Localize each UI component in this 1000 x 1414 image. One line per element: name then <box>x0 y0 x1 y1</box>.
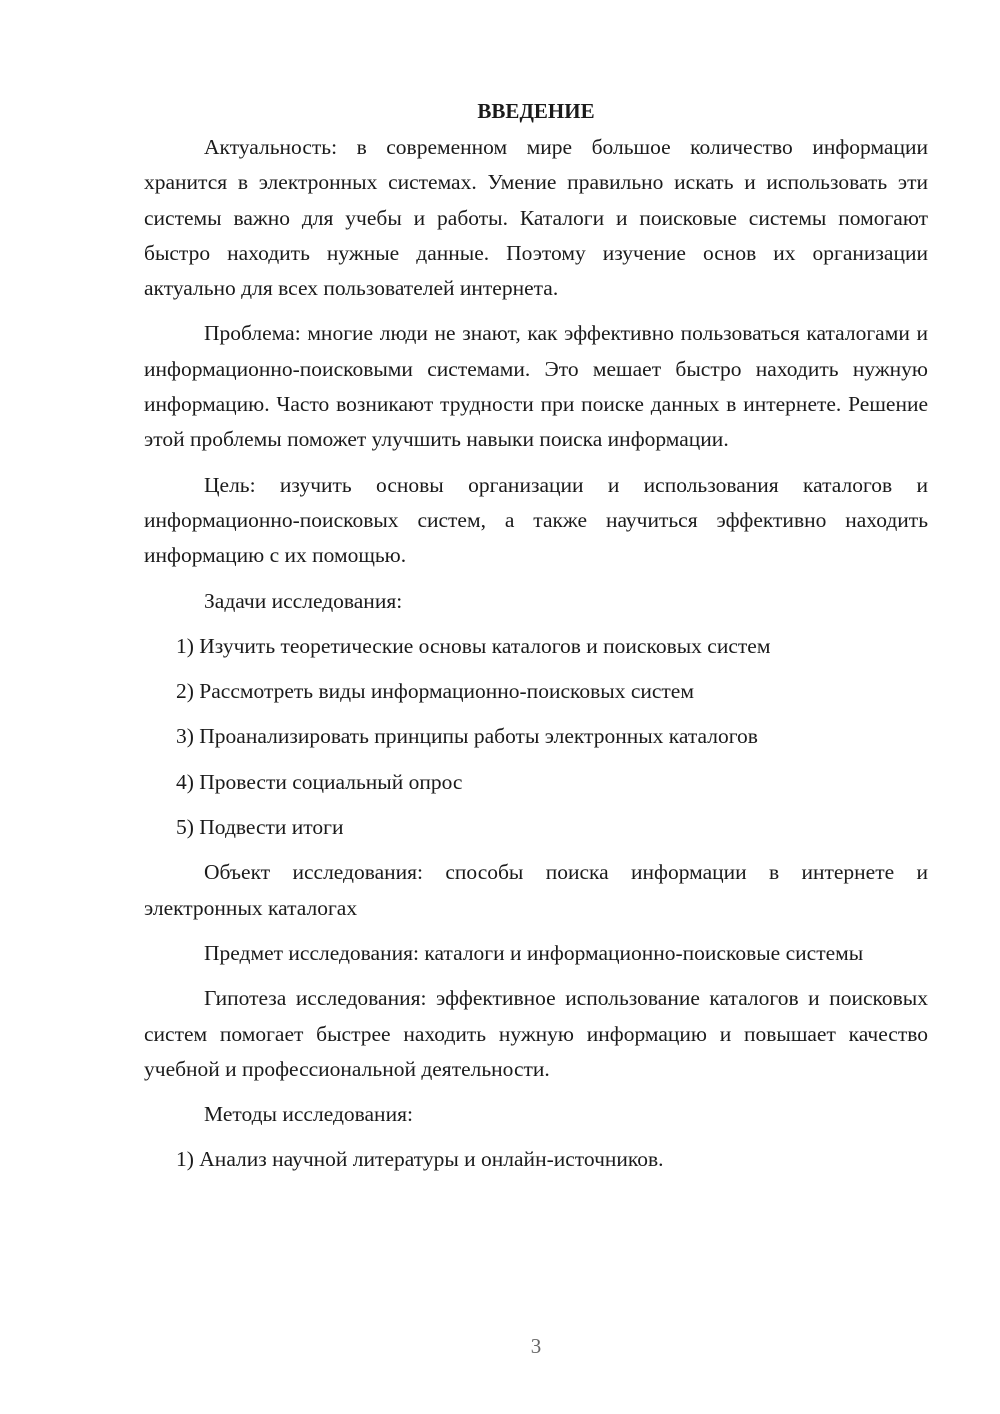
method-item: 1) Анализ научной литературы и онлайн-источников. <box>176 1147 664 1172</box>
page-title: ВВЕДЕНИЕ <box>477 99 595 123</box>
problem-paragraph: Проблема: многие люди не знают, как эффективно пользоваться каталогами и информационно-поисковыми системами. Это мешает быстро находить нужную информацию. Часто возникают трудности при поиске данных в интернете. Решение этой проблемы поможет улучшить навыки поиска информации. <box>144 321 928 452</box>
methods-heading: Методы исследования: <box>204 1102 413 1127</box>
task-item: 3) Проанализировать принципы работы электронных каталогов <box>176 724 758 749</box>
hypothesis-paragraph: Гипотеза исследования: эффективное использование каталогов и поисковых систем помогает быстрее находить нужную информацию и повышает качество учебной и профессиональной деятельности. <box>144 986 928 1081</box>
task-item: 2) Рассмотреть виды информационно-поисковых систем <box>176 679 694 704</box>
task-item: 4) Провести социальный опрос <box>176 769 463 794</box>
subject-paragraph: Предмет исследования: каталоги и информационно-поисковые системы <box>204 940 864 965</box>
tasks-heading: Задачи исследования: <box>204 588 403 613</box>
relevance-paragraph: Актуальность: в современном мире большое количество информации хранится в электронных системах. Умение правильно искать и использовать эти системы важно для учебы и работы. Каталоги и поисковые системы помогают быстро находить нужные данные. Поэтому изучение основ их организации актуально для всех пользователей интернета. <box>144 135 928 301</box>
document-page <box>144 96 928 1188</box>
goal-paragraph: Цель: изучить основы организации и использования каталогов и информационно-поисковых систем, а также научиться эффективно находить информацию с их помощью. <box>144 472 928 568</box>
page-number: 3 <box>530 1334 542 1358</box>
task-item: 1) Изучить теоретические основы каталогов и поисковых систем <box>176 633 771 658</box>
object-paragraph: Объект исследования: способы поиска информации в интернете и электронных каталогах <box>144 860 928 920</box>
task-item: 5) Подвести итоги <box>176 815 344 840</box>
